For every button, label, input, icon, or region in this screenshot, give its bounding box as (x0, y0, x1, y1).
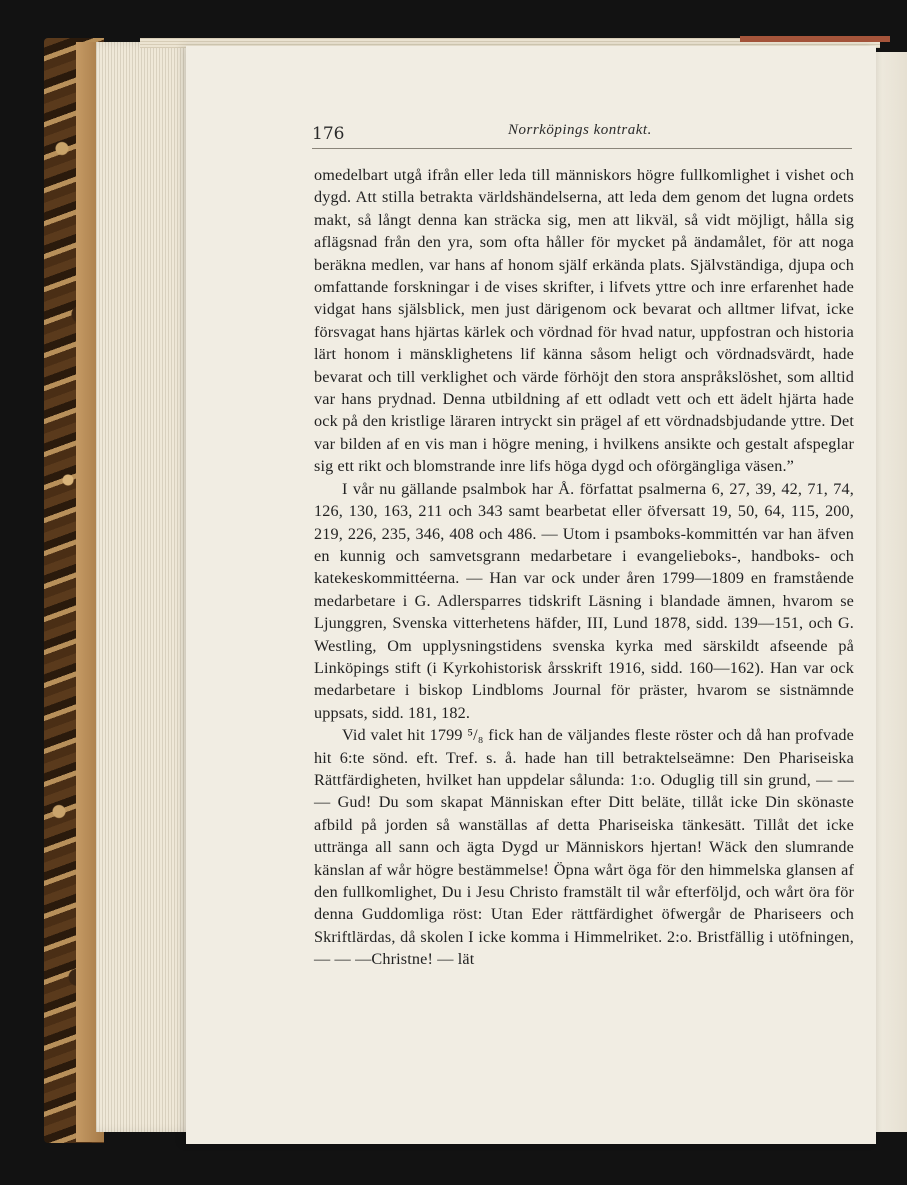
page-number: 176 (312, 124, 345, 144)
paragraph-3: Vid valet hit 1799 ⁵/₈ fick han de väljandes fleste röster och då han profvade hit 6:te sönd. eft. Tref. s. å. hade han till betraktelseämne: Den Phariseiska Rättfärdigheten, hvilket han uppdelar sålunda: 1:o. Oduglig till sin grund, — — — Gud! Du som skapat Människan efter Ditt beläte, tillåt icke Din skönaste afbild på jorden så wanställas af detta Phariseiska tänkesätt. Tillåt det icke uttränga all sann och ägta Dygd ur Människors hjertan! Wäck den slumrande känslan af wår högre bestämmelse! Öpna wårt öga för den himmelska glansen af den fullkomlighet, Du i Jesu Christo framstält til wår efterföljd, och wårt öra för denna Guddomliga röst: Utan Eder rättfärdighet öfwergår de Phariseers och Skriftlärdas, då skolen I icke komma i Himmelriket. 2:o. Bristfällig i utöfningen, — — —Christne! — lät (314, 726, 854, 969)
paragraph-1: omedelbart utgå ifrån eller leda till människors högre fullkomlighet i vishet och dygd. Att stilla betrakta världshändelserna, att leda dem genom det lugna ordets makt, så långt denna kan sträcka sig, men att likväl, så vidt möjligt, hålla sig aflägsnad från den yra, som ofta håller för mycket på ändamålet, för att noga beräkna medlen, var hans af honom själf erkända plats. Självständiga, djupa och omfattande forskningar i de vises skrifter, i lifvets yttre och inre erfarenhet hade vidgat hans själsblick, men just därigenom ock bevarat och alltmer lifvat, icke försvagat hans hjärtas kärlek och vördnad för hvad natur, uppfostran och historia lärt honom i mänsklighetens lif känna såsom heligt och vördnadsvärdt, hade bevarat och till verklighet och värde förhöjt den stora anspråkslöshet, som alltid var hans prydnad. Denna utbildning af ett odladt vett och ett ädelt hjärta hade ock på den kristlige läraren intryckt sin prägel af ett vördnadsbjudande yttre. Det var bilden af en vis man i högre mening, i hvilkens ansikte och gestalt afspeglar sig ett rikt och blomstrande inre lifs höga dygd och oförgängliga väsen.” (314, 166, 854, 476)
body-text (314, 164, 854, 971)
book-page (186, 46, 876, 1144)
paragraph-2: I vår nu gällande psalmbok har Å. författat psalmerna 6, 27, 39, 42, 71, 74, 126, 130, 163, 211 och 343 samt bearbetat eller öfversatt 19, 50, 64, 115, 200, 219, 226, 235, 346, 408 och 486. — Utom i psamboks-kommittén var han äfven en kunnig och samvetsgrann medarbetare i evangelieboks-, handboks- och katekeskommittéerna. — Han var ock under åren 1799—1809 en framstående medarbetare i G. Adlersparres tidskrift Läsning i blandade ämnen, hvarom se Ljunggren, Svenska vitterhetens häfder, III, Lund 1878, sidd. 139—151, och G. Westling, Om upplysningstidens svenska kyrka med särskildt afseende på Linköpings stift (i Kyrkohistorisk årsskrift 1916, sidd. 160—162). Han var ock medarbetare i biskop Lindbloms Journal för präster, hvarom se sistnämnde uppsats, sidd. 181, 182. (314, 479, 854, 722)
running-head: Norrköpings kontrakt. (508, 122, 652, 138)
page-stack-edge (96, 42, 196, 1132)
page-header (312, 122, 852, 149)
cover-red-edge (740, 36, 890, 42)
